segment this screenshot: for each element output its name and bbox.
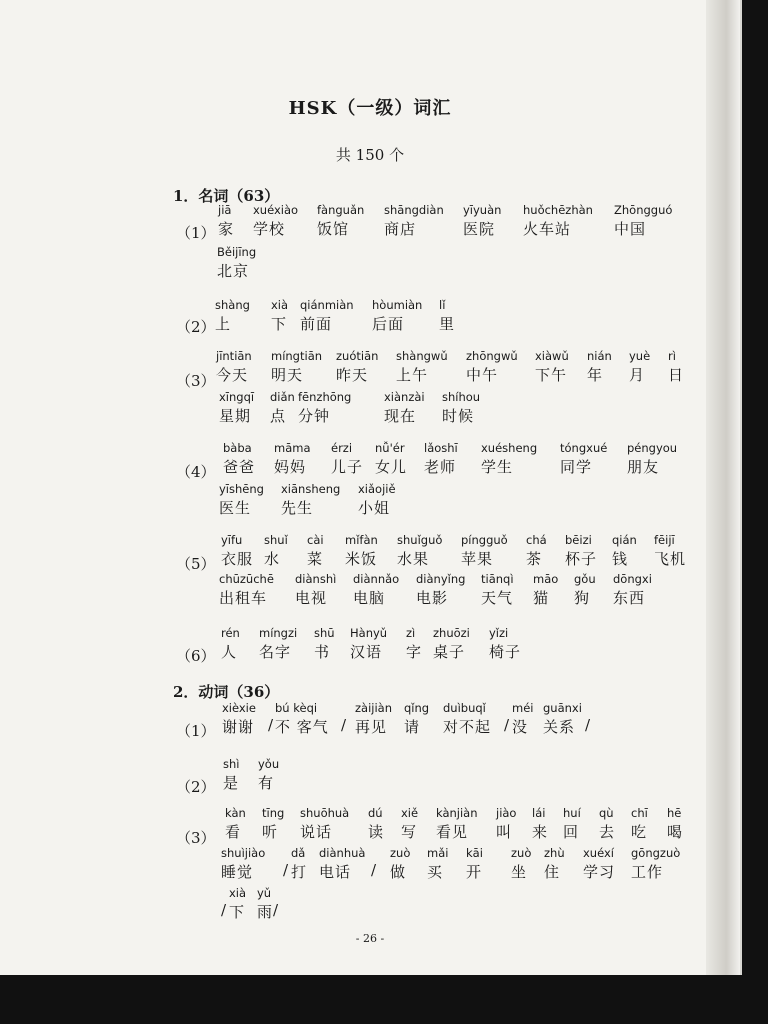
pinyin: zuò [390,846,411,860]
pinyin: nián [587,349,612,363]
hanzi: 苹果 [461,550,494,568]
hanzi: 水果 [397,550,430,568]
pinyin: rén [221,626,240,640]
hanzi: 今天 [216,366,249,384]
hanzi: 女儿 [375,458,408,476]
pinyin: míngtiān [271,349,323,363]
hanzi: 是 [223,774,240,792]
hanzi: 请 [404,718,421,736]
hanzi: 前面 [300,315,333,333]
hanzi: 衣服 [221,550,254,568]
hanzi: 雨 [257,903,274,921]
hanzi: 先生 [281,499,314,517]
group-number: （2） [176,778,216,796]
pinyin: shì [223,757,240,771]
hanzi: 字 [406,643,423,661]
pinyin: tiānqì [481,572,514,586]
pinyin: xià [271,298,289,312]
hanzi: 喝 [667,823,684,841]
vocab-row [0,245,740,283]
group-number: （3） [176,372,216,390]
separator: / [585,716,591,734]
hanzi: 小姐 [358,499,391,517]
pinyin: yǔ [257,886,272,900]
hanzi: 分钟 [298,407,331,425]
group-number: （4） [176,463,216,481]
hanzi: 后面 [372,315,405,333]
hanzi: 出租车 [219,589,268,607]
hanzi: 看 [225,823,242,841]
hanzi: 下 [271,315,288,333]
pinyin: yīyuàn [463,203,502,217]
pinyin: gǒu [574,572,596,586]
pinyin: píngguǒ [461,533,508,547]
hanzi: 菜 [307,550,324,568]
hanzi: 电脑 [353,589,386,607]
pinyin: shāngdiàn [384,203,444,217]
hanzi: 打 [291,863,308,881]
vocab-row [0,441,740,479]
pinyin: yīfu [221,533,243,547]
hanzi: 叫 [496,823,513,841]
hanzi: 看见 [436,823,469,841]
pinyin: érzi [331,441,353,455]
vocab-row [0,298,740,336]
hanzi: 中午 [466,366,499,384]
pinyin: diànnǎo [353,572,400,586]
pinyin: diànshì [295,572,337,586]
pinyin: lǐ [439,298,446,312]
pinyin: guānxi [543,701,582,715]
hanzi: 买 [427,863,444,881]
pinyin: qiánmiàn [300,298,354,312]
pinyin: zì [406,626,416,640]
group-number: （1） [176,224,216,242]
hanzi: 读 [368,823,385,841]
group-number: （3） [176,829,216,847]
hanzi: 米饭 [345,550,378,568]
pinyin: xià [229,886,247,900]
hanzi: 明天 [271,366,304,384]
pinyin: mǎi [427,846,449,860]
pinyin: shuōhuà [300,806,350,820]
hanzi: 睡觉 [221,863,254,881]
hanzi: 中国 [614,220,647,238]
pinyin: gōngzuò [631,846,681,860]
vocab-row [0,390,740,428]
pinyin: dú [368,806,383,820]
pinyin: jīntiān [216,349,252,363]
pinyin: shàngwǔ [396,349,448,363]
separator: / [273,901,279,919]
hanzi: 再见 [355,718,388,736]
hanzi: 飞机 [654,550,687,568]
hanzi: 狗 [574,589,591,607]
hanzi: 听 [262,823,279,841]
pinyin: kànjiàn [436,806,478,820]
pinyin: Běijīng [217,245,257,259]
hanzi: 妈妈 [274,458,307,476]
hanzi: 医院 [463,220,496,238]
pinyin: māo [533,572,559,586]
pinyin: yǒu [258,757,280,771]
hanzi: 茶 [526,550,543,568]
hanzi: 说话 [300,823,333,841]
hanzi: 日 [668,366,685,384]
pinyin: nǚ'ér [375,441,405,455]
hanzi: 里 [439,315,456,333]
hanzi: 住 [544,863,561,881]
pinyin: fēnzhōng [298,390,352,404]
hanzi: 人 [221,643,238,661]
hanzi: 钱 [612,550,629,568]
pinyin: shàng [215,298,250,312]
pinyin: chá [526,533,547,547]
pinyin: mǐfàn [345,533,378,547]
pinyin: māma [274,441,311,455]
hanzi: 下 [229,903,246,921]
hanzi: 学习 [583,863,616,881]
separator: / [341,716,347,734]
hanzi: 现在 [384,407,417,425]
page-number: - 26 - [355,932,385,945]
hanzi: 电话 [319,863,352,881]
hanzi: 北京 [217,262,250,280]
pinyin: zàijiàn [355,701,393,715]
pinyin: hē [667,806,682,820]
hanzi: 做 [390,863,407,881]
pinyin: bàba [223,441,252,455]
pinyin: yǐzi [489,626,509,640]
pinyin: shíhou [442,390,481,404]
hanzi: 月 [629,366,646,384]
hanzi: 上 [215,315,232,333]
page-title: HSK（一级）词汇 [288,98,452,119]
pinyin: hòumiàn [372,298,423,312]
hanzi: 儿子 [331,458,364,476]
hanzi: 电影 [416,589,449,607]
hanzi: 名字 [259,643,292,661]
pinyin: jiā [218,203,232,217]
pinyin: huí [563,806,581,820]
pinyin: huǒchēzhàn [523,203,593,217]
separator: / [221,901,227,919]
hanzi: 同学 [560,458,593,476]
hanzi: 点 [270,407,287,425]
pinyin: duìbuqǐ [443,701,486,715]
pinyin: shuǐ [264,533,288,547]
pinyin: rì [668,349,676,363]
hanzi: 电视 [295,589,328,607]
pinyin: Hànyǔ [350,626,388,640]
hanzi: 坐 [511,863,528,881]
pinyin: péngyou [627,441,678,455]
pinyin: shū [314,626,335,640]
pinyin: lái [532,806,546,820]
pinyin: dǎ [291,846,306,860]
hanzi: 医生 [219,499,252,517]
hanzi: 杯子 [565,550,598,568]
vocab-row [0,482,740,520]
hanzi: 老师 [424,458,457,476]
hanzi: 工作 [631,863,664,881]
hanzi: 猫 [533,589,550,607]
pinyin: tīng [262,806,285,820]
pinyin: xiě [401,806,419,820]
hanzi: 水 [264,550,281,568]
hanzi: 谢谢 [222,718,255,736]
hanzi: 火车站 [523,220,572,238]
pinyin: qián [612,533,637,547]
pinyin: zuótiān [336,349,379,363]
pinyin: Zhōngguó [614,203,673,217]
hanzi: 去 [599,823,616,841]
hanzi: 学生 [481,458,514,476]
hanzi: 对不起 [443,718,492,736]
pinyin: dōngxi [613,572,652,586]
pinyin: xièxie [222,701,256,715]
section-heading-nouns: 1．名词（63） [173,187,280,205]
hanzi: 下午 [535,366,568,384]
hanzi: 家 [218,220,235,238]
separator: / [504,716,510,734]
separator: / [268,716,274,734]
vocab-row [0,846,740,884]
pinyin: bú kèqi [275,701,318,715]
separator: / [283,861,289,879]
hanzi: 椅子 [489,643,522,661]
hanzi: 饭馆 [317,220,350,238]
pinyin: zhuōzi [433,626,470,640]
pinyin: xuéxiào [253,203,299,217]
pinyin: qù [599,806,614,820]
hanzi: 商店 [384,220,417,238]
pinyin: xuésheng [481,441,538,455]
pinyin: fēijī [654,533,675,547]
hanzi: 东西 [613,589,646,607]
pinyin: chūzūchē [219,572,274,586]
pinyin: shuǐguǒ [397,533,443,547]
vocab-row [0,886,740,924]
group-number: （2） [176,318,216,336]
hanzi: 上午 [396,366,429,384]
pinyin: shuìjiào [221,846,266,860]
pinyin: xīngqī [219,390,255,404]
pinyin: cài [307,533,324,547]
pinyin: fànguǎn [317,203,365,217]
hanzi: 学校 [253,220,286,238]
pinyin: zuò [511,846,532,860]
pinyin: méi [512,701,534,715]
hanzi: 有 [258,774,275,792]
hanzi: 昨天 [336,366,369,384]
pinyin: yīshēng [219,482,264,496]
pinyin: diànhuà [319,846,366,860]
separator: / [371,861,377,879]
group-number: （1） [176,722,216,740]
pinyin: zhù [544,846,565,860]
hanzi: 不 客气 [275,718,329,736]
pinyin: xiànzài [384,390,425,404]
hanzi: 写 [401,823,418,841]
hanzi: 朋友 [627,458,660,476]
hanzi: 关系 [543,718,576,736]
pinyin: chī [631,806,648,820]
pinyin: tóngxué [560,441,608,455]
pinyin: kàn [225,806,246,820]
vocab-row [0,572,740,610]
hanzi: 星期 [219,407,252,425]
vocab-row [0,533,740,571]
vocab-row [0,349,740,387]
word-count: 共 150 个 [335,146,405,164]
pinyin: xiānsheng [281,482,341,496]
group-number: （6） [176,647,216,665]
pinyin: yuè [629,349,651,363]
hanzi: 没 [512,718,529,736]
hanzi: 吃 [631,823,648,841]
pinyin: xiàwǔ [535,349,569,363]
hanzi: 汉语 [350,643,383,661]
vocab-row [0,806,740,844]
pinyin: zhōngwǔ [466,349,518,363]
hanzi: 来 [532,823,549,841]
group-number: （5） [176,555,216,573]
pinyin: lǎoshī [424,441,458,455]
vocab-row [0,626,740,664]
vocab-row [0,701,740,739]
pinyin: diànyǐng [416,572,466,586]
pinyin: kāi [466,846,483,860]
hanzi: 年 [587,366,604,384]
hanzi: 书 [314,643,331,661]
section-heading-verbs: 2．动词（36） [173,683,280,701]
hanzi: 开 [466,863,483,881]
hanzi: 时候 [442,407,475,425]
hanzi: 天气 [481,589,514,607]
pinyin: míngzi [259,626,298,640]
pinyin: qǐng [404,701,430,715]
vocab-row [0,757,740,795]
pinyin: xiǎojiě [358,482,396,496]
pinyin: bēizi [565,533,592,547]
vocab-row [0,203,740,241]
pinyin: diǎn [270,390,295,404]
hanzi: 回 [563,823,580,841]
pinyin: xuéxí [583,846,614,860]
pinyin: jiào [496,806,517,820]
hanzi: 桌子 [433,643,466,661]
hanzi: 爸爸 [223,458,256,476]
